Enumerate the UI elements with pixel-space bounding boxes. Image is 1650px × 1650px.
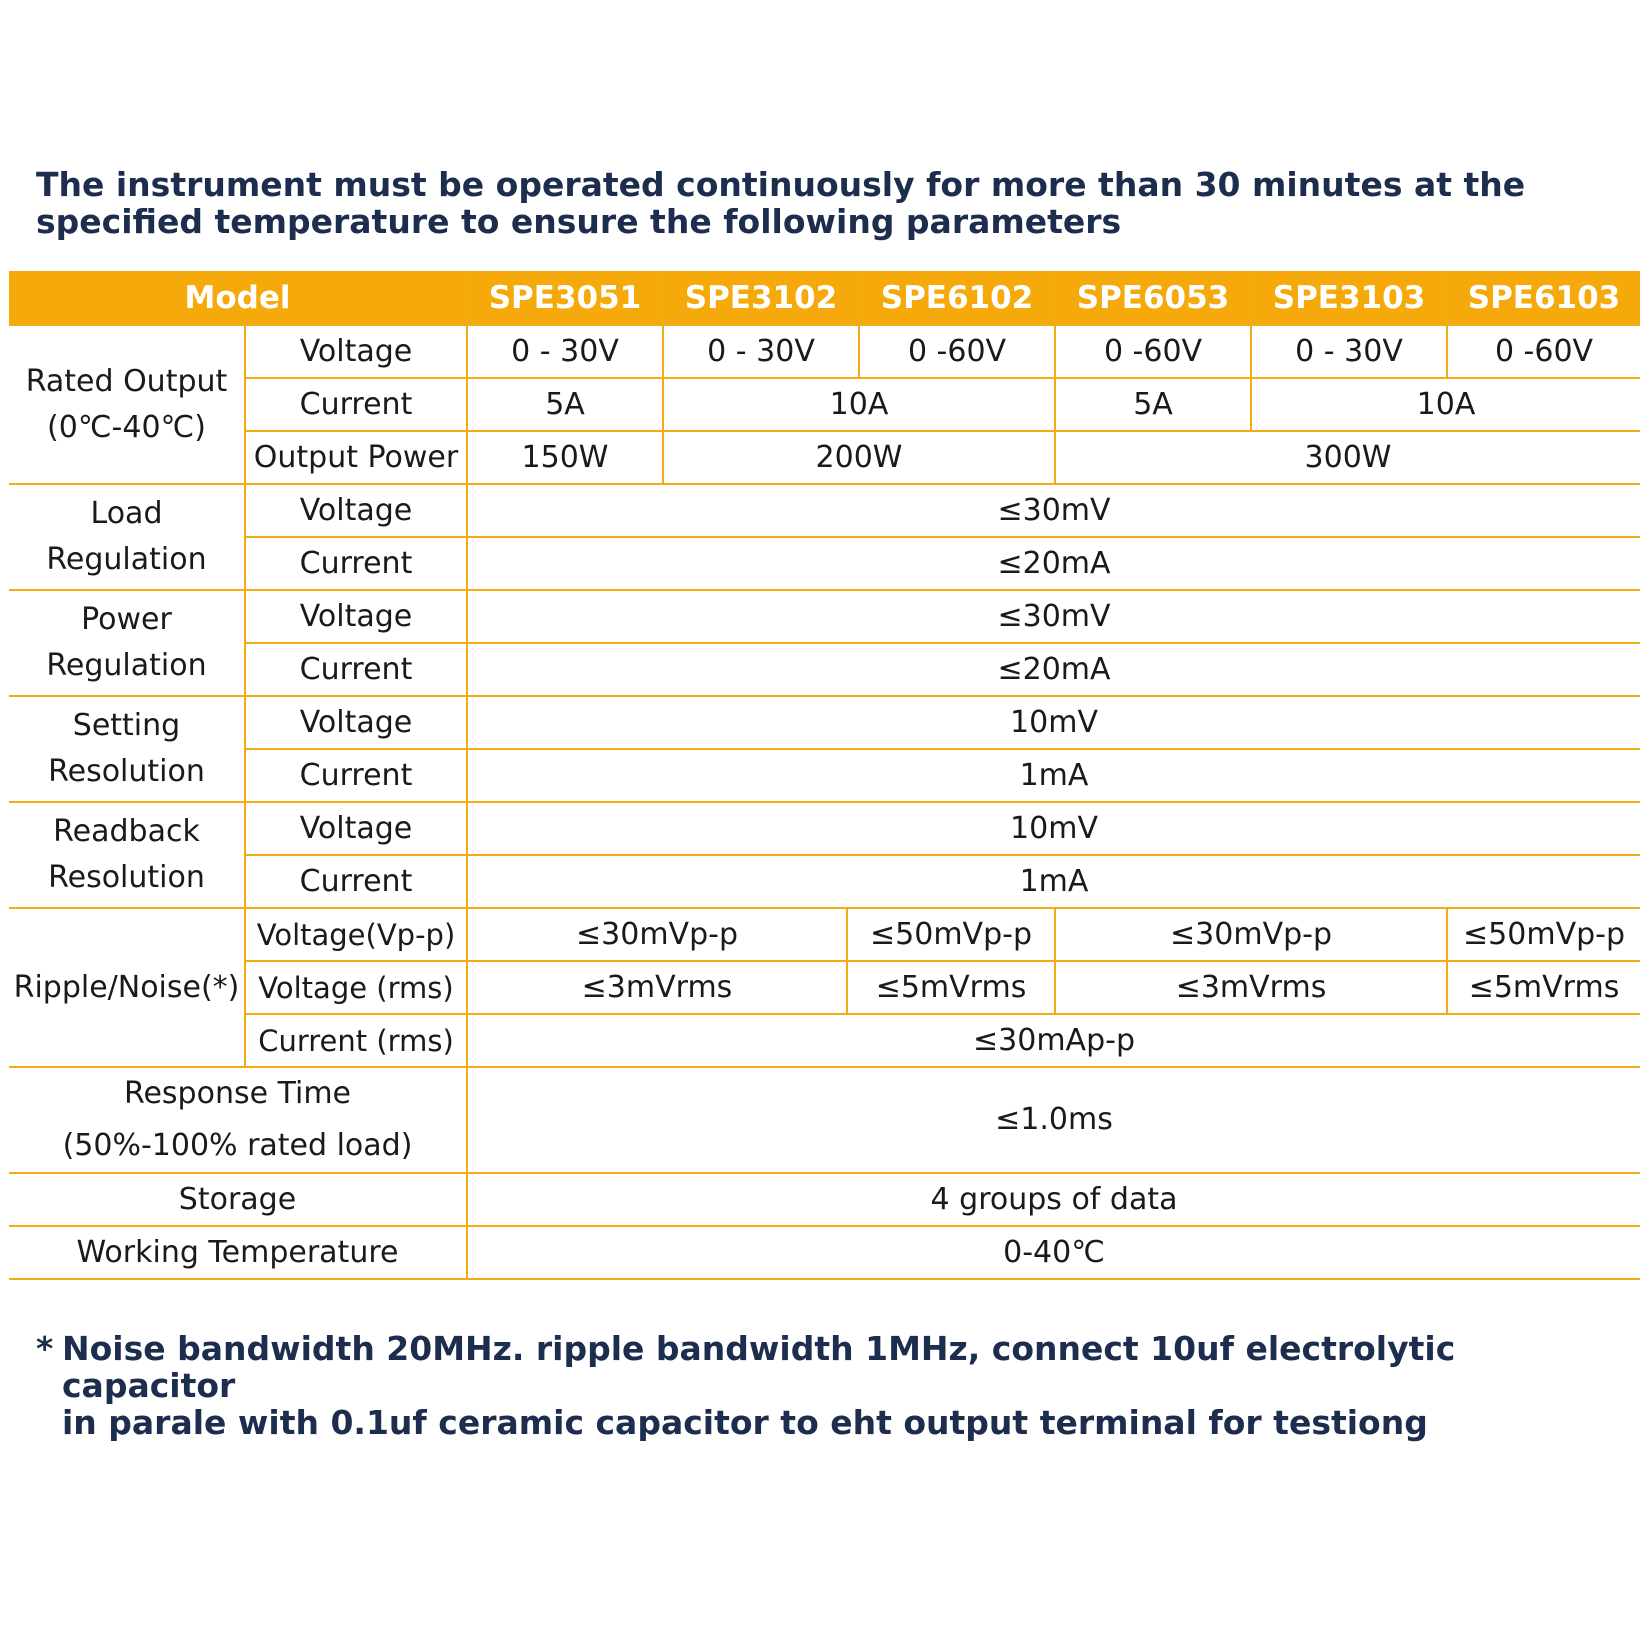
response-time-line-2: (50%-100% rated load) (62, 1128, 413, 1163)
setting-resolution-label (9, 696, 245, 802)
setting-resolution-line-1: Setting (72, 708, 181, 743)
rated-voltage-row (9, 325, 1640, 378)
response-time-row (9, 1067, 1640, 1173)
header-model-4: SPE6053 (1055, 271, 1251, 325)
load-voltage-value: ≤30mV (467, 484, 1640, 537)
readback-current-label: Current (245, 855, 467, 908)
load-regulation-line-2: Regulation (46, 542, 207, 577)
rated-current-3: 5A (1055, 378, 1251, 431)
response-time-value: ≤1.0ms (467, 1067, 1640, 1173)
rated-voltage-1: 0 - 30V (467, 325, 663, 378)
ripple-vrms-2: ≤5mVrms (847, 961, 1055, 1014)
ripple-vrms-4: ≤5mVrms (1447, 961, 1640, 1014)
setting-resolution-line-2: Resolution (48, 754, 205, 789)
load-regulation-voltage-row (9, 484, 1640, 537)
rated-current-row (9, 378, 1640, 431)
readback-voltage-value: 10mV (467, 802, 1640, 855)
ripple-vrms-label: Voltage (rms) (245, 961, 467, 1014)
load-regulation-current-row (9, 537, 1640, 590)
ripple-vrms-3: ≤3mVrms (1055, 961, 1447, 1014)
rated-voltage-4: 0 -60V (1055, 325, 1251, 378)
ripple-vpp-3: ≤30mVp-p (1055, 908, 1447, 961)
setting-voltage-label: Voltage (245, 696, 467, 749)
rated-voltage-2: 0 - 30V (663, 325, 859, 378)
power-current-label: Current (245, 643, 467, 696)
setting-resolution-voltage-row (9, 696, 1640, 749)
header-row (9, 271, 1640, 325)
rated-voltage-6: 0 -60V (1447, 325, 1640, 378)
readback-resolution-line-1: Readback (53, 814, 200, 849)
intro-line-2: specified temperature to ensure the following parameters (36, 202, 1122, 241)
load-current-label: Current (245, 537, 467, 590)
rated-power-2: 200W (663, 431, 1055, 484)
power-voltage-value: ≤30mV (467, 590, 1640, 643)
footnote-text (62, 1330, 1626, 1441)
header-model-6: SPE6103 (1447, 271, 1640, 325)
rated-voltage-5: 0 - 30V (1251, 325, 1447, 378)
intro-line-1: The instrument must be operated continuously for more than 30 minutes at the (36, 165, 1526, 204)
load-regulation-line-1: Load (90, 496, 163, 531)
readback-voltage-label: Voltage (245, 802, 467, 855)
intro-note (36, 166, 1596, 240)
rated-power-1: 150W (467, 431, 663, 484)
ripple-vpp-4: ≤50mVp-p (1447, 908, 1640, 961)
ripple-irms-label: Current (rms) (245, 1014, 467, 1067)
rated-voltage-label: Voltage (245, 325, 467, 378)
power-regulation-line-2: Regulation (46, 648, 207, 683)
rated-current-label: Current (245, 378, 467, 431)
rated-output-label (9, 325, 245, 484)
readback-resolution-line-2: Resolution (48, 860, 205, 895)
ripple-vpp-row (9, 908, 1640, 961)
ripple-noise-label: Ripple/Noise(*) (9, 908, 245, 1067)
power-current-value: ≤20mA (467, 643, 1640, 696)
ripple-vrms-1: ≤3mVrms (467, 961, 847, 1014)
setting-voltage-value: 10mV (467, 696, 1640, 749)
spec-table (9, 271, 1640, 1280)
load-voltage-label: Voltage (245, 484, 467, 537)
storage-value: 4 groups of data (467, 1173, 1640, 1226)
header-model-1: SPE3051 (467, 271, 663, 325)
setting-current-value: 1mA (467, 749, 1640, 802)
power-regulation-current-row (9, 643, 1640, 696)
setting-resolution-current-row (9, 749, 1640, 802)
response-time-label (9, 1067, 467, 1173)
working-temperature-value: 0-40℃ (467, 1226, 1640, 1279)
working-temperature-label: Working Temperature (9, 1226, 467, 1279)
rated-current-1: 5A (467, 378, 663, 431)
ripple-irms-row (9, 1014, 1640, 1067)
power-regulation-voltage-row (9, 590, 1640, 643)
footnote-line-2: in parale with 0.1uf ceramic capacitor to eht output terminal for testiong (62, 1403, 1428, 1442)
readback-resolution-label (9, 802, 245, 908)
footnote (36, 1330, 1626, 1441)
header-model-3: SPE6102 (859, 271, 1055, 325)
load-regulation-label (9, 484, 245, 590)
power-regulation-label (9, 590, 245, 696)
rated-current-2: 10A (663, 378, 1055, 431)
storage-row (9, 1173, 1640, 1226)
power-voltage-label: Voltage (245, 590, 467, 643)
setting-current-label: Current (245, 749, 467, 802)
rated-output-range: (0℃-40℃) (47, 409, 206, 445)
response-time-line-1: Response Time (123, 1076, 352, 1111)
rated-power-row (9, 431, 1640, 484)
rated-output-title: Rated Output (25, 363, 228, 399)
working-temperature-row (9, 1226, 1640, 1279)
load-current-value: ≤20mA (467, 537, 1640, 590)
readback-resolution-voltage-row (9, 802, 1640, 855)
ripple-irms-value: ≤30mAp-p (467, 1014, 1640, 1067)
header-model: Model (9, 271, 467, 325)
storage-label: Storage (9, 1173, 467, 1226)
power-regulation-line-1: Power (81, 602, 172, 637)
readback-resolution-current-row (9, 855, 1640, 908)
readback-current-value: 1mA (467, 855, 1640, 908)
ripple-vpp-label: Voltage(Vp-p) (245, 908, 467, 961)
footnote-marker: * (36, 1329, 54, 1368)
header-model-2: SPE3102 (663, 271, 859, 325)
header-model-5: SPE3103 (1251, 271, 1447, 325)
ripple-vrms-row (9, 961, 1640, 1014)
footnote-line-1: Noise bandwidth 20MHz. ripple bandwidth 1MHz, connect 10uf electrolytic capacitor (62, 1329, 1456, 1405)
rated-power-label: Output Power (245, 431, 467, 484)
rated-current-4: 10A (1251, 378, 1640, 431)
rated-power-3: 300W (1055, 431, 1640, 484)
ripple-vpp-1: ≤30mVp-p (467, 908, 847, 961)
rated-voltage-3: 0 -60V (859, 325, 1055, 378)
ripple-vpp-2: ≤50mVp-p (847, 908, 1055, 961)
